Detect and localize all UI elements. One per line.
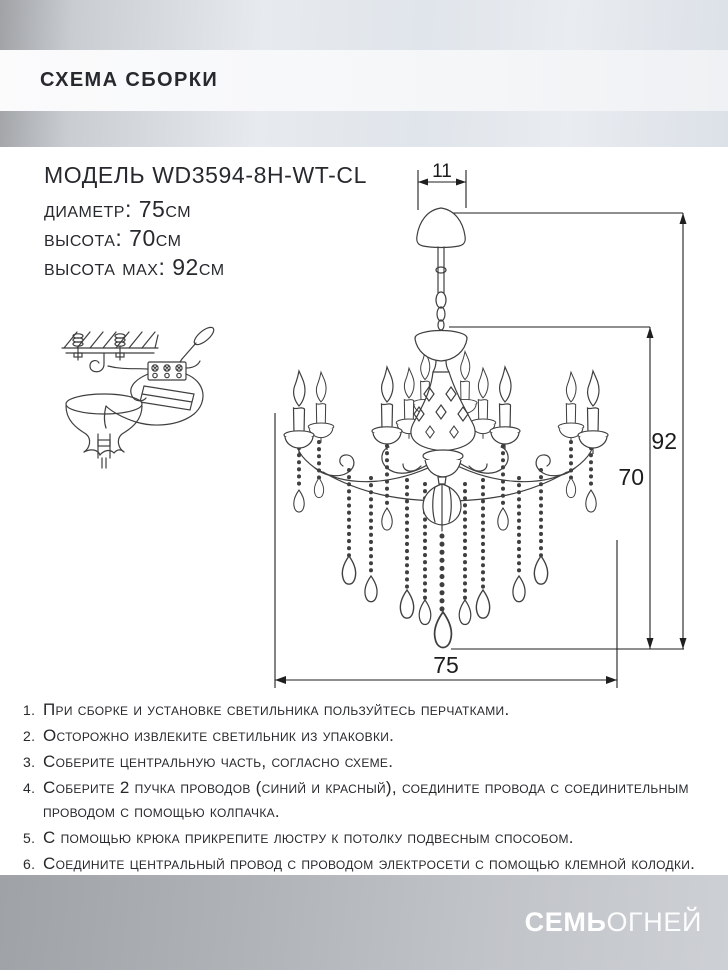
instruction-item [23, 698, 715, 722]
dim-height-label: 70 [618, 464, 644, 490]
instruction-text: Соедините центральный провод с проводом электросети с помощью клемной колодки. [43, 854, 696, 873]
instruction-item [23, 724, 715, 748]
brand-logo [525, 907, 702, 938]
chandelier-diagram [253, 148, 717, 696]
mount-strap [140, 386, 194, 410]
instruction-item [23, 826, 715, 850]
instruction-text: При сборке и установке светильника пользуйтесь перчатками. [43, 700, 510, 719]
screwdriver [180, 324, 216, 362]
instruction-number: 1. [23, 702, 36, 718]
instruction-text: Осторожно извлеките светильник из упаковки. [43, 726, 395, 745]
canopy-cup [66, 394, 142, 468]
page-title: СХЕМА СБОРКИ [40, 69, 219, 91]
brand-logo-bold: СЕМЬ [524, 907, 607, 937]
suspension-chain [436, 247, 446, 330]
instruction-number: 4. [23, 780, 36, 796]
instruction-text: Соберите 2 пучка проводов (синий и красный), соедините провода с соединительным проводом с помощью колпачка. [43, 778, 689, 821]
model-name: МОДЕЛЬ WD3594-8H-WT-CL [44, 162, 367, 188]
center-drop [435, 612, 452, 648]
instruction-text: С помощью крюка прикрепите люстру к потолку подвесным способом. [43, 828, 574, 847]
terminal-block [148, 362, 186, 380]
dim-height-max-label: 92 [651, 428, 677, 454]
center-finial [423, 477, 461, 531]
instruction-item [23, 750, 715, 774]
header-stripe [0, 50, 728, 111]
instruction-number: 3. [23, 754, 36, 770]
ceiling-hook [90, 353, 104, 372]
canopy [417, 208, 466, 248]
instruction-number: 2. [23, 728, 36, 744]
dim-canopy-width-label: 11 [432, 161, 452, 182]
footer-band [0, 875, 728, 970]
spec-height-max: высота max: 92см [44, 254, 225, 280]
instruction-item [23, 776, 715, 824]
spec-height: высота: 70см [44, 225, 182, 251]
instruction-text: Соберите центральную часть, согласно схеме. [43, 752, 394, 771]
instruction-item [23, 852, 715, 876]
header-band [0, 0, 728, 147]
instruction-number: 6. [23, 856, 36, 872]
instruction-number: 5. [23, 830, 36, 846]
brand-logo-light: ОГНЕЙ [606, 907, 702, 937]
ceiling-mount-diagram [48, 322, 228, 480]
instructions-list [23, 698, 715, 878]
dim-diameter-label: 75 [433, 652, 459, 678]
spec-diameter: диаметр: 75см [44, 196, 192, 222]
